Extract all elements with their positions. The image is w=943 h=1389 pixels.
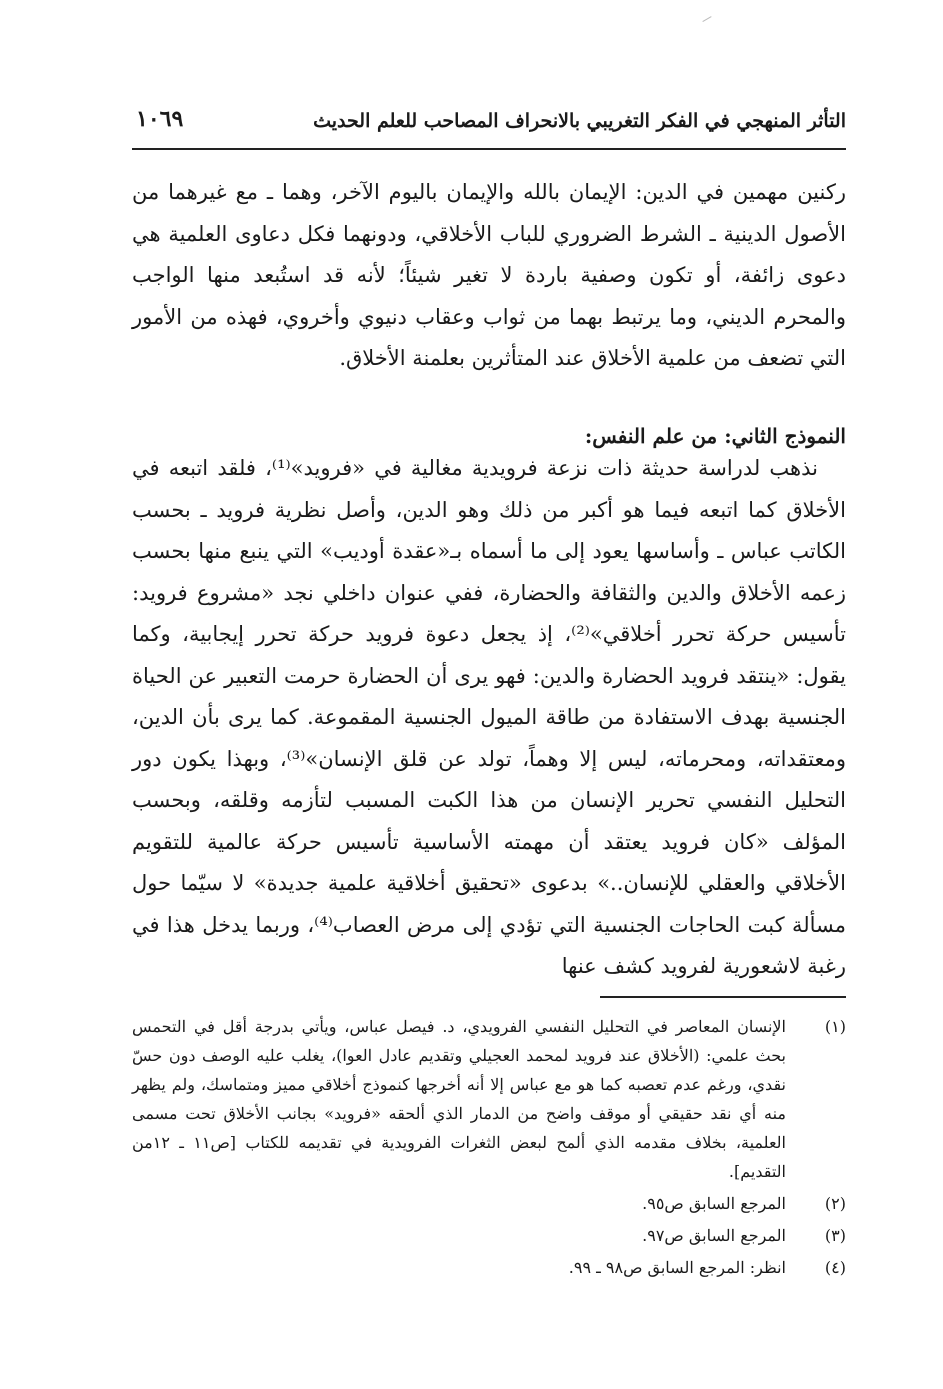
footnote-divider [600, 996, 846, 998]
intro-paragraph-block [132, 172, 846, 380]
footnote-text: الإنسان المعاصر في التحليل النفسي الفرويدي، د. فيصل عباس، ويأتي بدرجة أقل في التحمس بحث علمي: (الأخلاق عند فرويد لمحمد العجيلي وتقديم عادل العوا)، يغلب عليه الوصف دون حسّ نقدي، ورغم عدم تعصبه كما هو مع عباس إلا أنه أخرجها كنموذج أخلاقي مميز ومتماسك، ولم يظهر منه أي نقد حقيقي أو موقف واضح من الدمار الذي ألحقه «فرويد» بجانب الأخلاق تحت مسمى العلمية، بخلاف مقدمه الذي ألمح لبعض الثغرات الفرويدية في تقديمه للكتاب [ص١١ ـ ١٢من التقديم]. [132, 1017, 787, 1181]
running-title: التأثر المنهجي في الفكر التغريبي بالانحراف المصاحب للعلم الحديث [313, 110, 846, 132]
section-paragraph: نذهب لدراسة حديثة ذات نزعة فرويدية مغالية في «فرويد»⁽¹⁾، فلقد اتبعه في الأخلاق كما اتبعه فيما هو أكبر من ذلك وهو الدين، وأصل نظرية فرويد ـ بحسب الكاتب عباس ـ وأساسها يعود إلى ما أسماه بـ«عقدة أوديب» التي ينبع منها بحسب زعمه الأخلاق والدين والثقافة والحضارة، ففي عنوان داخلي نجد «مشروع فرويد: تأسيس حركة تحرر أخلاقي»⁽²⁾، إذ يجعل دعوة فرويد حركة تحرر إيجابية، وكما يقول: «ينتقد فرويد الحضارة والدين: فهو يرى أن الحضارة حرمت التعبير عن الحياة الجنسية بهدف الاستفادة من طاقة الميول الجنسية المقموعة. كما يرى بأن الدين، ومعتقداته، ومحرماته، ليس إلا وهماً، تولد عن قلق الإنسان»⁽³⁾، وبهذا يكون دور التحليل النفسي تحرير الإنسان من هذا الكبت المسبب لتأزمه وقلقه، وبحسب المؤلف «كان فرويد يعتقد أن مهمته الأساسية تأسيس حركة عالمية للتقويم الأخلاقي والعقلي للإنسان..» بدعوى «تحقيق أخلاقية علمية جديدة» لا سيّما حول مسألة كبت الحاجات الجنسية التي تؤدي إلى مرض العصاب⁽⁴⁾، وربما يدخل هذا في رغبة لاشعورية لفرويد كشف عنها [132, 456, 846, 978]
footnote-text: المرجع السابق ص٩٧. [642, 1226, 786, 1245]
footnote-1 [132, 1012, 846, 1186]
footnote-number: (١) [824, 1017, 846, 1036]
footnote-number: (٣) [824, 1226, 846, 1245]
header-divider [132, 148, 846, 150]
footnote-text: انظر: المرجع السابق ص٩٨ ـ ٩٩. [568, 1258, 786, 1277]
footnotes [132, 1012, 846, 1285]
page-header [132, 104, 846, 140]
footnote-number: (٢) [824, 1194, 846, 1213]
page-number: ١٠٦٩ [136, 106, 184, 132]
footnote-number: (٤) [824, 1258, 846, 1277]
intro-paragraph: ركنين مهمين في الدين: الإيمان بالله والإيمان باليوم الآخر، وهما ـ مع غيرهما من الأصول الدينية ـ الشرط الضروري للباب الأخلاقي، ودونهما فكل دعاوى العلمية هي دعوى زائفة، أو تكون وصفية باردة لا تغير شيئاً؛ لأنه قد استُبعد منها الواجب والمحرم الديني، وما يرتبط بهما من ثواب وعقاب دنيوي وأخروي، فهذه من الأمور التي تضعف من علمية الأخلاق عند المتأثرين بعلمنة الأخلاق. [132, 180, 846, 370]
footnote-2 [132, 1189, 846, 1218]
section-body [132, 448, 846, 988]
footnote-4 [132, 1253, 846, 1282]
scan-mark [702, 16, 715, 29]
section-heading: النموذج الثاني: من علم النفس: [584, 424, 846, 448]
footnote-text: المرجع السابق ص٩٥. [642, 1194, 786, 1213]
footnote-3 [132, 1221, 846, 1250]
